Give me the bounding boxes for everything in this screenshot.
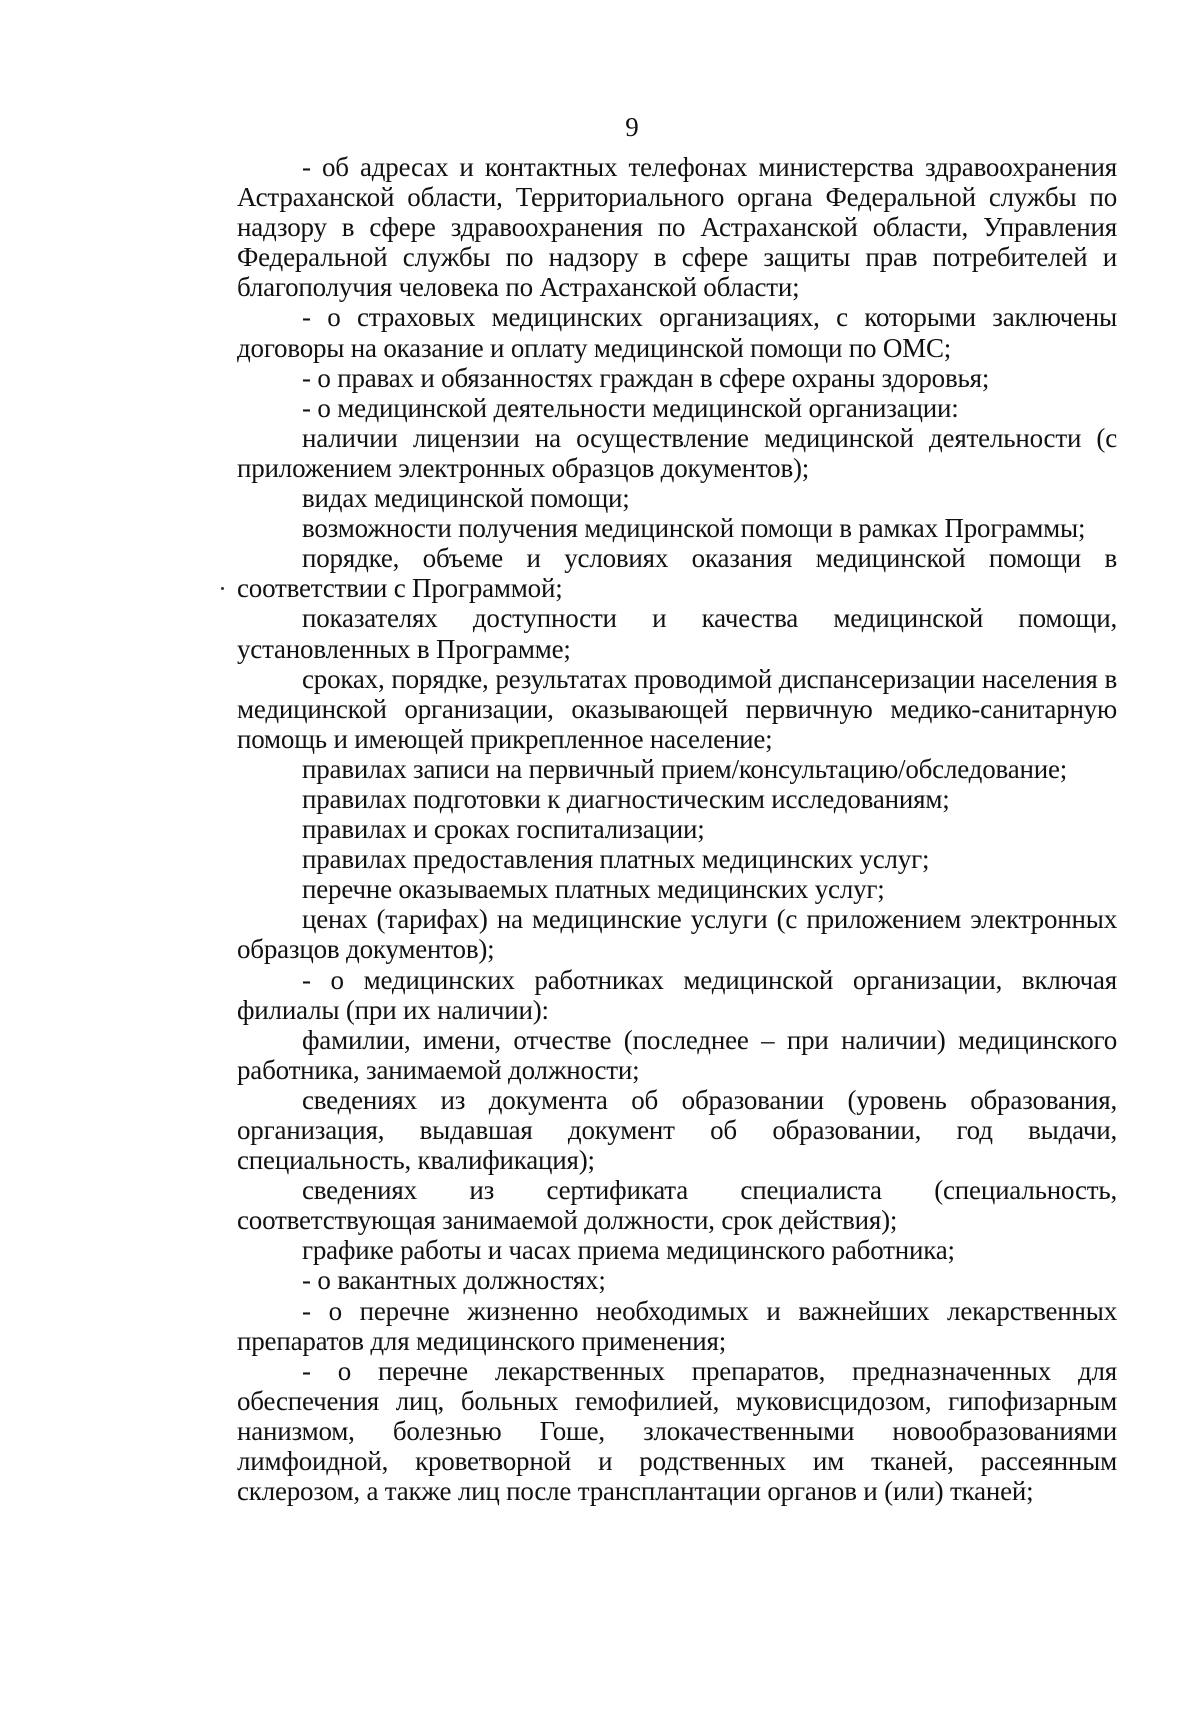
paragraph: - о страховых медицинских организациях, с которыми заключены договоры на оказание и оплату медицинской помощи по ОМС; [237, 302, 1117, 363]
paragraph: сведениях из документа об образовании (уровень образования, организация, выдавшая документ об образовании, год выдачи, специальность, квалификация); [237, 1084, 1117, 1176]
paragraph: порядке, объеме и условиях оказания медицинской помощи в соответствии с Программой; [237, 543, 1117, 604]
paragraph: наличии лицензии на осуществление медицинской деятельности (с приложением электронных образцов документов); [237, 422, 1117, 483]
page-number: 9 [625, 112, 639, 142]
paragraph: показателях доступности и качества медицинской помощи, установленных в Программе; [237, 603, 1117, 664]
scan-speck [221, 587, 224, 590]
paragraph: - о медицинских работниках медицинской организации, включая филиалы (при их наличии): [237, 964, 1117, 1025]
paragraph: - о правах и обязанностях граждан в сфере охраны здоровья; [302, 362, 990, 393]
paragraph: сроках, порядке, результатах проводимой диспансеризации населения в медицинской организации, оказывающей первичную медико-санитарную помощь и имеющей прикрепленное население; [237, 663, 1117, 754]
paragraph: - о перечне жизненно необходимых и важнейших лекарственных препаратов для медицинского применения; [237, 1295, 1117, 1356]
paragraph: ценах (тарифах) на медицинские услуги (с приложением электронных образцов документов); [237, 904, 1117, 965]
paragraph: правилах и сроках госпитализации; [302, 814, 705, 845]
document-body [237, 152, 1117, 1506]
paragraph: - о перечне лекарственных препаратов, предназначенных для обеспечения лиц, больных гемофилией, муковисцидозом, гипофизарным нанизмом, болезнью Гоше, злокачественными новообразованиями лимфоидной, кроветворной и родственных им тканей, рассеянным склерозом, а также лиц после трансплантации органов и (или) тканей; [237, 1355, 1117, 1507]
paragraph: правилах предоставления платных медицинских услуг; [302, 844, 930, 875]
paragraph: правилах подготовки к диагностическим исследованиям; [302, 783, 950, 814]
paragraph: видах медицинской помощи; [302, 483, 630, 514]
paragraph: - о вакантных должностях; [302, 1265, 606, 1296]
paragraph: правилах записи на первичный прием/консультацию/обследование; [302, 753, 1068, 784]
paragraph: фамилии, имени, отчестве (последнее – при наличии) медицинского работника, занимаемой должности; [237, 1024, 1117, 1085]
paragraph: графике работы и часах приема медицинского работника; [302, 1235, 955, 1266]
paragraph: сведениях из сертификата специалиста (специальность, соответствующая занимаемой должности, срок действия); [237, 1175, 1117, 1236]
paragraph: - о медицинской деятельности медицинской организации: [302, 392, 959, 423]
paragraph: - об адресах и контактных телефонах министерства здравоохранения Астраханской области, Территориального органа Федеральной службы по надзору в сфере здравоохранения по Астраханской области, Управления Федеральной службы по надзору в сфере защиты прав потребителей и благополучия человека по Астраханской области; [237, 152, 1117, 303]
paragraph: перечне оказываемых платных медицинских услуг; [302, 874, 885, 905]
paragraph: возможности получения медицинской помощи в рамках Программы; [302, 513, 1086, 544]
